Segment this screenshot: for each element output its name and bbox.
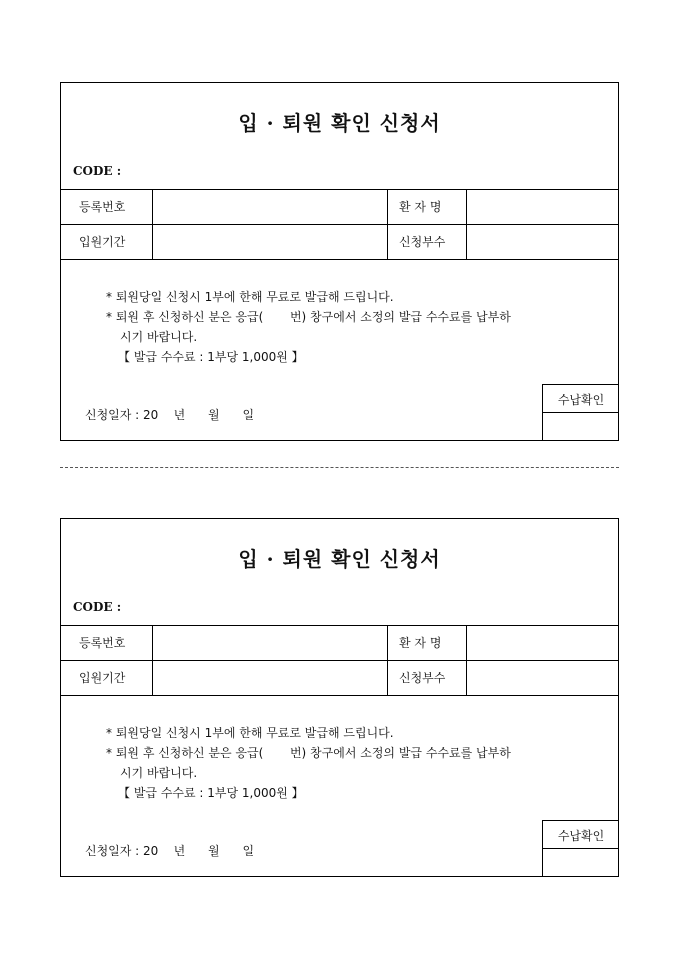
- copies-label: 신청부수: [399, 235, 446, 249]
- note-fee-payment-cont: 시기 바랍니다.: [120, 330, 198, 344]
- registration-number-label: 등록번호: [79, 636, 126, 650]
- divider: [61, 259, 618, 260]
- payment-confirm-label: 수납확인: [557, 393, 605, 407]
- code-label: CODE :: [73, 600, 122, 614]
- admission-period-field[interactable]: [153, 225, 386, 258]
- application-form-bottom: [60, 518, 619, 877]
- notes-block: [106, 287, 511, 367]
- payment-confirm-label: 수납확인: [557, 829, 605, 843]
- divider: [387, 625, 388, 695]
- application-date: 신청일자 : 20 년 월 일: [85, 408, 255, 422]
- application-form-top: [60, 82, 619, 441]
- registration-number-label: 등록번호: [79, 200, 126, 214]
- code-label: CODE :: [73, 164, 122, 178]
- payment-confirm-box: [542, 384, 619, 441]
- copies-field[interactable]: [467, 661, 619, 694]
- patient-name-field[interactable]: [467, 626, 619, 659]
- divider: [543, 848, 619, 849]
- admission-period-label: 입원기간: [79, 235, 126, 249]
- form-title: 입 · 퇴원 확인 신청서: [238, 547, 441, 571]
- fee-info: 【 발급 수수료 : 1부당 1,000원 】: [118, 350, 304, 364]
- registration-number-field[interactable]: [153, 190, 386, 223]
- admission-period-field[interactable]: [153, 661, 386, 694]
- patient-name-field[interactable]: [467, 190, 619, 223]
- note-fee-payment: * 퇴원 후 신청하신 분은 응급( 번) 창구에서 소정의 발급 수수료를 납부하: [106, 746, 511, 760]
- divider: [543, 412, 619, 413]
- admission-period-label: 입원기간: [79, 671, 126, 685]
- note-fee-payment-cont: 시기 바랍니다.: [120, 766, 198, 780]
- cut-line: [60, 467, 619, 468]
- note-free-issue: * 퇴원당일 신청시 1부에 한해 무료로 발급해 드립니다.: [106, 726, 394, 740]
- patient-name-label: 환 자 명: [399, 200, 442, 214]
- copies-label: 신청부수: [399, 671, 446, 685]
- copies-field[interactable]: [467, 225, 619, 258]
- note-free-issue: * 퇴원당일 신청시 1부에 한해 무료로 발급해 드립니다.: [106, 290, 394, 304]
- divider: [387, 189, 388, 259]
- registration-number-field[interactable]: [153, 626, 386, 659]
- patient-name-label: 환 자 명: [399, 636, 442, 650]
- application-date: 신청일자 : 20 년 월 일: [85, 844, 255, 858]
- notes-block: [106, 723, 511, 803]
- divider: [61, 695, 618, 696]
- form-title: 입 · 퇴원 확인 신청서: [238, 111, 441, 135]
- note-fee-payment: * 퇴원 후 신청하신 분은 응급( 번) 창구에서 소정의 발급 수수료를 납부하: [106, 310, 511, 324]
- payment-confirm-box: [542, 820, 619, 877]
- fee-info: 【 발급 수수료 : 1부당 1,000원 】: [118, 786, 304, 800]
